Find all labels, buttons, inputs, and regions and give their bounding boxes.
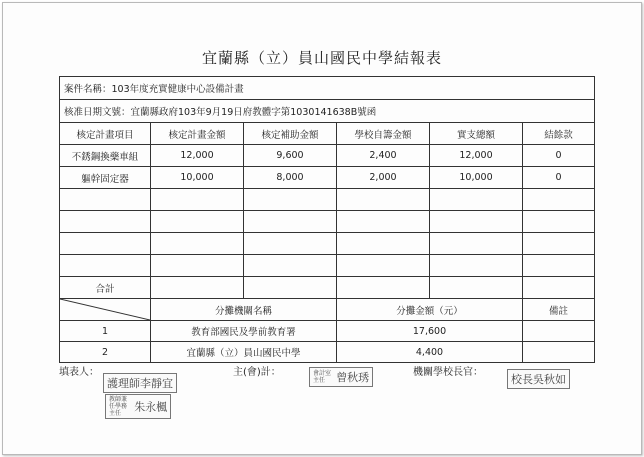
form-page: [2, 2, 642, 455]
split-header-amount: 分攤金額（元）: [337, 299, 523, 321]
row-balance: 0: [523, 145, 595, 167]
header-planned: 核定計畫金額: [151, 123, 244, 145]
row-subsidy: 8,000: [244, 167, 337, 189]
empty-row: [60, 233, 595, 255]
report-table: [59, 76, 595, 363]
header-actual-total: 實支總額: [430, 123, 523, 145]
filler-label: 填表人：: [59, 367, 99, 378]
empty-row: [60, 211, 595, 233]
report-table-wrapper: [59, 76, 595, 363]
approval-row: [60, 100, 595, 123]
page-title: 宜蘭縣（立）員山國民中學結報表: [201, 49, 442, 67]
accountant-stamp: 會計室主任 曾秋琇: [309, 367, 373, 387]
row-self-funded: 2,400: [337, 145, 430, 167]
principal-stamp: 校長吳秋如: [507, 369, 570, 389]
column-header-row: [60, 123, 595, 145]
header-item: 核定計畫項目: [60, 123, 151, 145]
total-label: 合計: [60, 277, 151, 299]
diagonal-line: [60, 299, 150, 320]
empty-row: [60, 189, 595, 211]
split-no: 2: [60, 342, 151, 363]
row-item: 軀幹固定器: [60, 167, 151, 189]
header-subsidy: 核定補助金額: [244, 123, 337, 145]
row-planned: 10,000: [151, 167, 244, 189]
header-self-funded: 學校自籌金額: [337, 123, 430, 145]
row-planned: 12,000: [151, 145, 244, 167]
approval-number: 核准日期文號：宜蘭縣政府103年9月19日府教體字第1030141638B號函: [60, 100, 595, 123]
split-agency: 宜蘭縣（立）員山國民中學: [151, 342, 337, 363]
split-row: [60, 342, 595, 363]
split-header-agency: 分攤機關名稱: [151, 299, 337, 321]
split-amount: 17,600: [337, 321, 523, 342]
split-header-note: 備註: [523, 299, 595, 321]
director-stamp: 教師兼任學務主任 朱永楓: [105, 394, 171, 419]
filler-stamp: 護理師李靜宜: [103, 373, 177, 393]
case-name-row: [60, 77, 595, 100]
row-actual-total: 10,000: [430, 167, 523, 189]
principal-label: 機關學校長官：: [413, 367, 483, 378]
empty-row: [60, 255, 595, 277]
accountant-label: 主(會)計：: [233, 367, 281, 378]
split-note: [523, 342, 595, 363]
row-actual-total: 12,000: [430, 145, 523, 167]
split-row: [60, 321, 595, 342]
row-self-funded: 2,000: [337, 167, 430, 189]
split-agency: 教育部國民及學前教育署: [151, 321, 337, 342]
split-note: [523, 321, 595, 342]
split-header-row: [60, 299, 595, 321]
case-name: 案件名稱：103年度充實健康中心設備計畫: [60, 77, 595, 100]
split-no: 1: [60, 321, 151, 342]
row-subsidy: 9,600: [244, 145, 337, 167]
diagonal-cell: [60, 299, 151, 321]
row-balance: 0: [523, 167, 595, 189]
table-row: [60, 167, 595, 189]
row-item: 不銹鋼換藥車組: [60, 145, 151, 167]
split-amount: 4,400: [337, 342, 523, 363]
total-row: [60, 277, 595, 299]
table-row: [60, 145, 595, 167]
header-balance: 結餘款: [523, 123, 595, 145]
